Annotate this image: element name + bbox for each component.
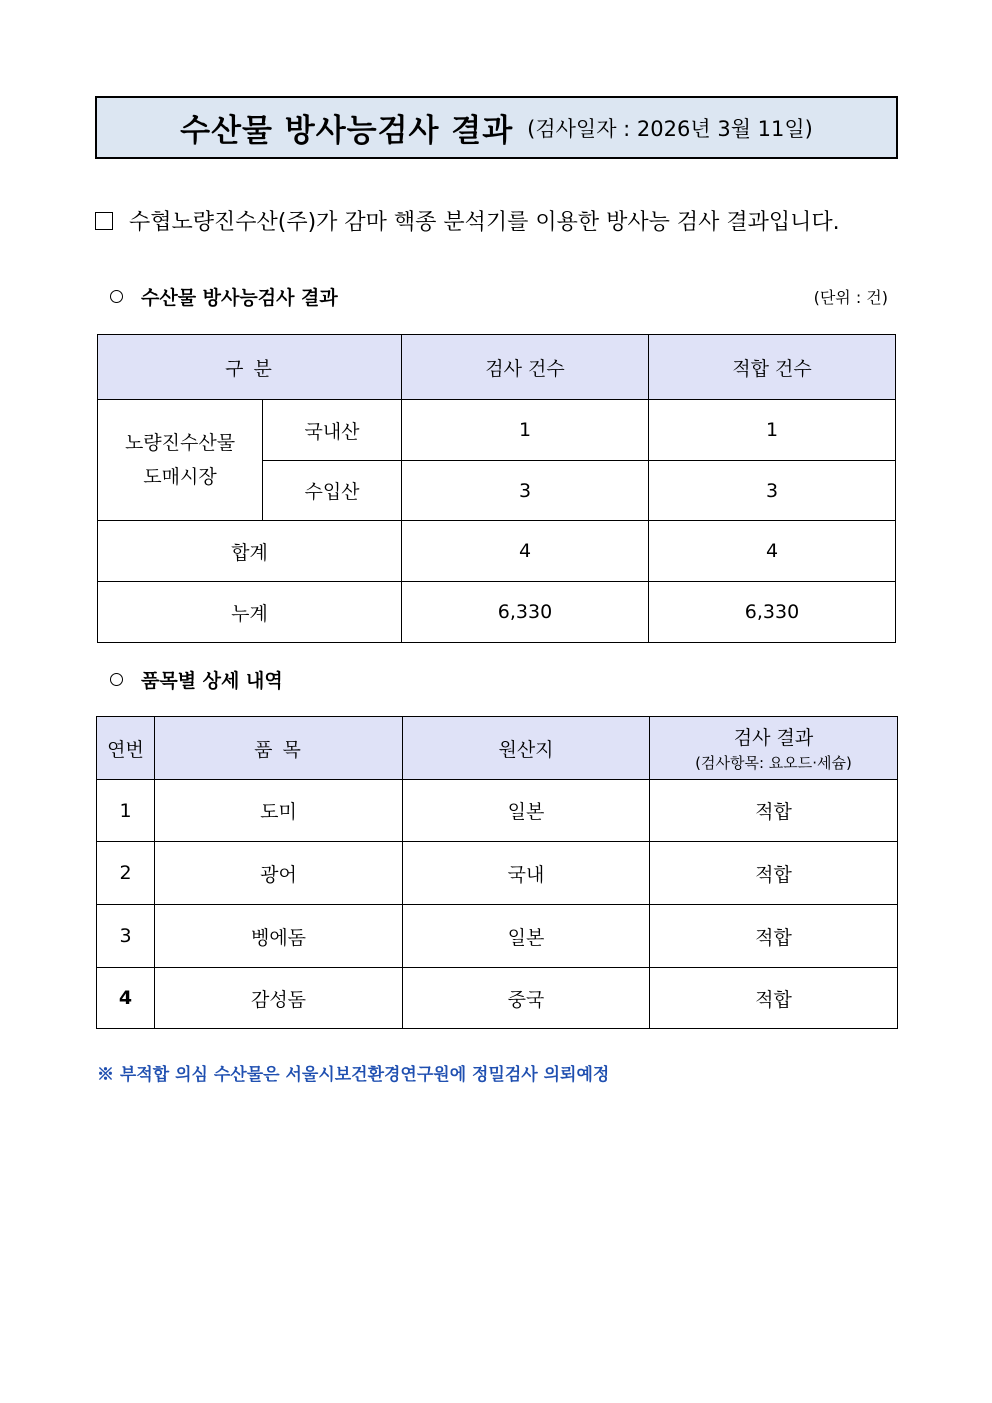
total-passed: 4 xyxy=(649,521,896,582)
row-item: 광어 xyxy=(155,842,403,905)
row-number: 1 xyxy=(97,780,155,842)
tested-count: 1 xyxy=(402,400,649,461)
section-title: 수산물 방사능검사 결과 xyxy=(141,287,338,309)
row-origin: 중국 xyxy=(403,968,650,1029)
market-label-line1: 노량진수산물 xyxy=(124,432,236,454)
row-origin: 일본 xyxy=(403,780,650,842)
unit-label: (단위 : 건) xyxy=(813,288,888,307)
row-label: 수입산 xyxy=(263,461,402,521)
circle-bullet-icon xyxy=(110,290,123,303)
page-title: 수산물 방사능검사 결과 xyxy=(180,113,514,149)
cumulative-passed: 6,330 xyxy=(649,582,896,643)
total-tested: 4 xyxy=(402,521,649,582)
tested-count: 3 xyxy=(402,461,649,521)
header-result-label: 검사 결과 xyxy=(733,727,814,749)
market-label xyxy=(98,400,263,521)
checkbox-square-icon xyxy=(95,212,113,230)
passed-count: 1 xyxy=(649,400,896,461)
cumulative-label: 누계 xyxy=(98,582,402,643)
intro-text: 수협노량진수산(주)가 감마 핵종 분석기를 이용한 방사능 검사 결과입니다. xyxy=(129,210,840,235)
circle-bullet-icon xyxy=(110,673,123,686)
intro-line xyxy=(95,205,840,236)
row-result: 적합 xyxy=(650,842,898,905)
section-title: 품목별 상세 내역 xyxy=(141,670,283,692)
header-result-sub: (검사항목: 요오드·세슘) xyxy=(695,754,852,772)
section-heading-summary xyxy=(110,283,338,310)
row-number: 3 xyxy=(97,905,155,968)
header-item: 품 목 xyxy=(155,717,403,780)
section-heading-detail xyxy=(110,666,283,693)
header-origin: 원산지 xyxy=(403,717,650,780)
header-result xyxy=(650,717,898,780)
market-label-line2: 도매시장 xyxy=(143,466,217,488)
header-number: 연번 xyxy=(97,717,155,780)
row-number: 2 xyxy=(97,842,155,905)
row-origin: 일본 xyxy=(403,905,650,968)
summary-table xyxy=(97,334,896,643)
row-origin: 국내 xyxy=(403,842,650,905)
detail-table xyxy=(96,716,898,1029)
row-item: 벵에돔 xyxy=(155,905,403,968)
row-number: 4 xyxy=(97,968,155,1029)
row-result: 적합 xyxy=(650,905,898,968)
title-box xyxy=(95,96,898,159)
row-item: 도미 xyxy=(155,780,403,842)
header-passed: 적합 건수 xyxy=(649,335,896,400)
cumulative-tested: 6,330 xyxy=(402,582,649,643)
row-result: 적합 xyxy=(650,780,898,842)
footnote: ※ 부적합 의심 수산물은 서울시보건환경연구원에 정밀검사 의뢰예정 xyxy=(97,1065,610,1085)
inspection-date: (검사일자 : 2026년 3월 11일) xyxy=(527,116,813,141)
total-label: 합계 xyxy=(98,521,402,582)
header-category: 구 분 xyxy=(98,335,402,400)
passed-count: 3 xyxy=(649,461,896,521)
row-result: 적합 xyxy=(650,968,898,1029)
row-label: 국내산 xyxy=(263,400,402,461)
header-tested: 검사 건수 xyxy=(402,335,649,400)
row-item: 감성돔 xyxy=(155,968,403,1029)
